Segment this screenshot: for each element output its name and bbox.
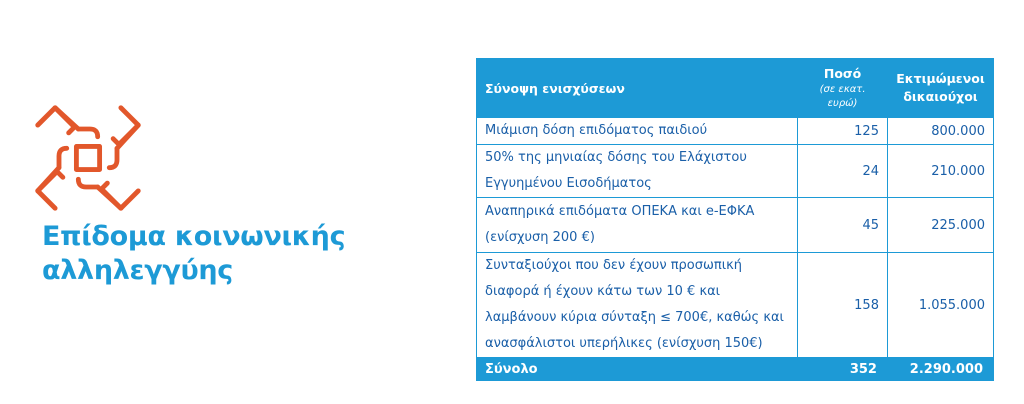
row-description: 50% της μηνιαίας δόσης του Ελάχιστου Εγγυημένου Εισοδήματος [477,145,798,198]
table-row [477,253,994,358]
page-title: Επίδομα κοινωνικής αλληλεγγύης [42,221,346,286]
table-row [477,145,994,198]
row-amount: 158 [798,253,888,358]
header-amount [798,59,888,118]
total-beneficiaries: 2.290.000 [887,358,993,381]
row-description: Αναπηρικά επιδόματα ΟΠΕΚΑ και e-ΕΦΚΑ (ενίσχυση 200 €) [477,198,798,253]
header-beneficiaries: Εκτιμώμενοι δικαιούχοι [887,59,993,118]
row-description: Συνταξιούχοι που δεν έχουν προσωπική διαφορά ή έχουν κάτω των 10 € και λαμβάνουν κύρια σύνταξη ≤ 700€, καθώς και ανασφάλιστοι υπερήλικες (ενίσχυση 150€) [477,253,798,358]
total-label: Σύνολο [477,358,798,381]
table-row [477,118,994,145]
header-description: Σύνοψη ενισχύσεων [477,59,798,118]
row-amount: 24 [798,145,888,198]
support-summary-table [476,58,994,381]
header-amount-unit: (σε εκατ. ευρώ) [819,84,866,109]
row-amount: 125 [798,118,888,145]
row-description: Μιάμιση δόση επιδόματος παιδιού [477,118,798,145]
row-amount: 45 [798,198,888,253]
row-beneficiaries: 225.000 [887,198,993,253]
row-beneficiaries: 1.055.000 [887,253,993,358]
row-beneficiaries: 210.000 [887,145,993,198]
table-header-row [477,59,994,118]
table-total-row [477,358,994,381]
hands-solidarity-icon [30,100,146,216]
total-amount: 352 [798,358,888,381]
table-row [477,198,994,253]
header-amount-label: Ποσό [823,66,862,81]
row-beneficiaries: 800.000 [887,118,993,145]
